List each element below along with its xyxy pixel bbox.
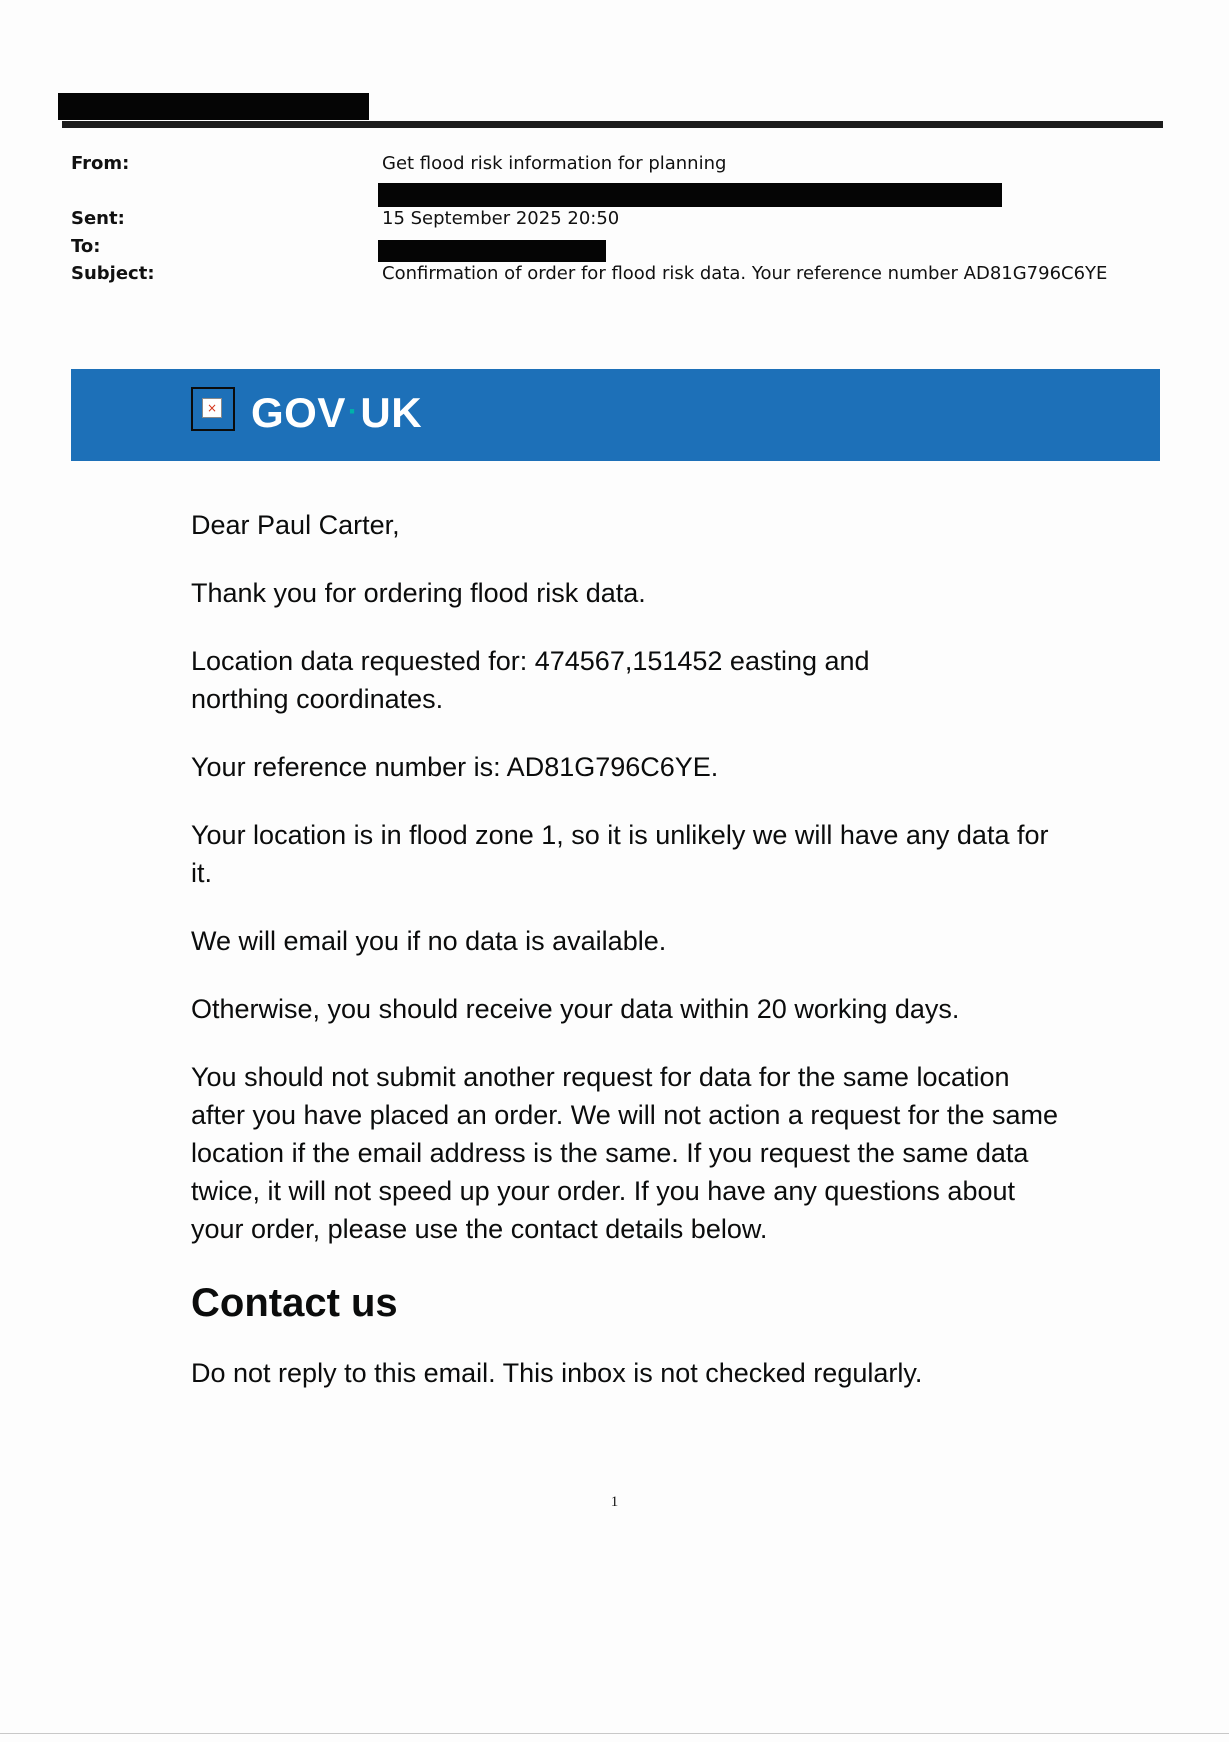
page-edge-line [0,1733,1229,1734]
govuk-logo-dot: · [347,395,359,428]
sent-value: 15 September 2025 20:50 [382,208,620,229]
page-number: 1 [610,1494,619,1510]
govuk-logo-left: GOV [251,389,346,436]
redaction-bar [378,183,1002,207]
redaction-bar [378,240,606,262]
from-value: Get flood risk information for planning [382,153,727,174]
header-divider [62,121,1163,128]
to-label: To: [71,236,101,257]
govuk-banner [71,369,1160,461]
flood-zone-paragraph: Your location is in flood zone 1, so it is unlikely we will have any data for it. [191,820,1049,888]
email-body [191,506,1091,1422]
duplicate-notice-paragraph: You should not submit another request for data for the same location after you have placed an order. We will not action a request for the same location if the email address is the same. If you request the same data twice, it will not speed up your order. If you have any questions about your order, please use the contact details below. [191,1062,1058,1244]
sent-label: Sent: [71,208,125,229]
do-not-reply-paragraph: Do not reply to this email. This inbox is not checked regularly. [191,1358,923,1388]
no-data-paragraph: We will email you if no data is available. [191,926,667,956]
contact-heading: Contact us [191,1281,398,1325]
reference-paragraph: Your reference number is: AD81G796C6YE. [191,752,719,782]
thanks-paragraph: Thank you for ordering flood risk data. [191,578,646,608]
govuk-logo-right: UK [360,389,423,436]
timing-paragraph: Otherwise, you should receive your data within 20 working days. [191,994,960,1024]
broken-image-glyph: × [202,398,222,418]
subject-label: Subject: [71,263,155,284]
redaction-bar [58,93,369,120]
greeting: Dear Paul Carter, [191,510,400,540]
govuk-logo[interactable] [251,389,422,437]
subject-value: Confirmation of order for flood risk data. Your reference number AD81G796C6YE [382,263,1108,284]
from-label: From: [71,153,130,174]
location-paragraph: Location data requested for: 474567,151452 easting and northing coordinates. [191,646,870,714]
broken-image-icon [191,387,235,431]
